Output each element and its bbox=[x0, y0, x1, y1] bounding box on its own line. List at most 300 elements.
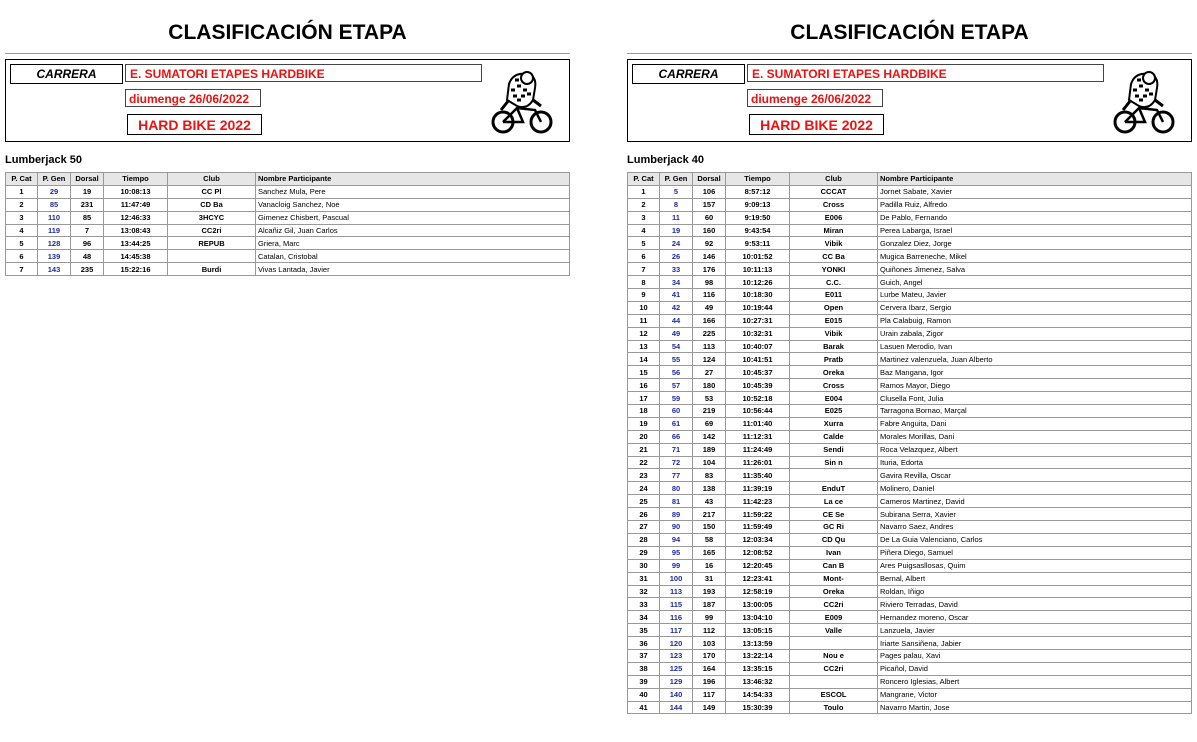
cell-nombre: Cameros Martinez, David bbox=[878, 495, 1192, 508]
cell-p-gen: 125 bbox=[660, 662, 693, 675]
table-row bbox=[628, 289, 1192, 302]
cell-tiempo: 11:35:40 bbox=[726, 469, 790, 482]
cell-dorsal: 124 bbox=[693, 353, 726, 366]
cell-p-cat: 24 bbox=[628, 482, 660, 495]
cell-tiempo: 10:01:52 bbox=[726, 250, 790, 263]
cell-dorsal: 187 bbox=[693, 598, 726, 611]
race-header-box bbox=[627, 59, 1192, 142]
cell-club: E015 bbox=[790, 314, 878, 327]
cell-p-gen: 29 bbox=[38, 185, 71, 198]
cell-dorsal: 92 bbox=[693, 237, 726, 250]
header-nombre: Nombre Participante bbox=[256, 173, 570, 186]
cell-p-gen: 128 bbox=[38, 237, 71, 250]
cell-p-cat: 20 bbox=[628, 430, 660, 443]
cell-club: Vibik bbox=[790, 237, 878, 250]
cell-p-gen: 144 bbox=[660, 701, 693, 714]
cell-dorsal: 99 bbox=[693, 611, 726, 624]
cell-tiempo: 10:12:26 bbox=[726, 276, 790, 289]
cell-nombre: Navarro Saez, Andres bbox=[878, 521, 1192, 534]
cell-club: CD Ba bbox=[168, 198, 256, 211]
cell-p-cat: 18 bbox=[628, 405, 660, 418]
cell-dorsal: 176 bbox=[693, 263, 726, 276]
cell-tiempo: 13:04:10 bbox=[726, 611, 790, 624]
cell-club: CC2ri bbox=[790, 598, 878, 611]
cell-dorsal: 219 bbox=[693, 405, 726, 418]
cell-p-cat: 26 bbox=[628, 508, 660, 521]
cell-nombre: Catalan, Cristobal bbox=[256, 250, 570, 263]
cell-club: Miran bbox=[790, 224, 878, 237]
cell-dorsal: 170 bbox=[693, 649, 726, 662]
cell-club: E025 bbox=[790, 405, 878, 418]
cell-tiempo: 9:53:11 bbox=[726, 237, 790, 250]
cell-p-cat: 33 bbox=[628, 598, 660, 611]
cell-p-cat: 25 bbox=[628, 495, 660, 508]
cell-tiempo: 11:47:49 bbox=[104, 198, 168, 211]
cell-nombre: Pla Calabuig, Ramon bbox=[878, 314, 1192, 327]
table-row bbox=[628, 379, 1192, 392]
cell-tiempo: 13:46:32 bbox=[726, 675, 790, 688]
cell-nombre: Mangrane, Victor bbox=[878, 688, 1192, 701]
cell-tiempo: 10:56:44 bbox=[726, 405, 790, 418]
table-row bbox=[628, 276, 1192, 289]
cell-tiempo: 9:19:50 bbox=[726, 211, 790, 224]
header-nombre: Nombre Participante bbox=[878, 173, 1192, 186]
table-row bbox=[628, 469, 1192, 482]
cell-p-cat: 38 bbox=[628, 662, 660, 675]
cell-p-gen: 139 bbox=[38, 250, 71, 263]
cell-p-cat: 30 bbox=[628, 559, 660, 572]
cell-club: Nou e bbox=[790, 649, 878, 662]
table-row bbox=[628, 533, 1192, 546]
table-row bbox=[628, 366, 1192, 379]
cell-p-gen: 42 bbox=[660, 301, 693, 314]
table-row bbox=[6, 185, 570, 198]
cell-club: Barak bbox=[790, 340, 878, 353]
table-row bbox=[628, 185, 1192, 198]
cell-dorsal: 60 bbox=[693, 211, 726, 224]
divider bbox=[5, 53, 570, 54]
header-p-gen: P. Gen bbox=[38, 173, 71, 186]
cell-nombre: Guich, Angel bbox=[878, 276, 1192, 289]
right-classification-panel bbox=[627, 0, 1192, 714]
cell-p-cat: 1 bbox=[628, 185, 660, 198]
cell-p-cat: 6 bbox=[628, 250, 660, 263]
race-header-box bbox=[5, 59, 570, 142]
cell-nombre: Lurbe Mateu, Javier bbox=[878, 289, 1192, 302]
cell-p-cat: 3 bbox=[6, 211, 38, 224]
cell-nombre: Lanzuela, Javier bbox=[878, 624, 1192, 637]
cell-club: REPUB bbox=[168, 237, 256, 250]
cell-p-gen: 110 bbox=[38, 211, 71, 224]
cell-tiempo: 10:45:39 bbox=[726, 379, 790, 392]
cell-nombre: Martinez valenzuela, Juan Alberto bbox=[878, 353, 1192, 366]
header-dorsal: Dorsal bbox=[71, 173, 104, 186]
cell-club: CD Qu bbox=[790, 533, 878, 546]
table-row bbox=[628, 559, 1192, 572]
table-row bbox=[628, 637, 1192, 650]
cell-nombre: Gonzalez Diez, Jorge bbox=[878, 237, 1192, 250]
cell-tiempo: 11:59:49 bbox=[726, 521, 790, 534]
cell-p-gen: 85 bbox=[38, 198, 71, 211]
cell-dorsal: 138 bbox=[693, 482, 726, 495]
cell-tiempo: 11:26:01 bbox=[726, 456, 790, 469]
cell-nombre: Jornet Sabate, Xavier bbox=[878, 185, 1192, 198]
cell-p-gen: 55 bbox=[660, 353, 693, 366]
cell-dorsal: 180 bbox=[693, 379, 726, 392]
cell-nombre: De La Guia Valenciano, Carlos bbox=[878, 533, 1192, 546]
table-row bbox=[628, 417, 1192, 430]
table-row bbox=[6, 263, 570, 276]
table-row bbox=[628, 443, 1192, 456]
cell-club: CCCAT bbox=[790, 185, 878, 198]
cell-p-cat: 2 bbox=[6, 198, 38, 211]
cell-p-gen: 54 bbox=[660, 340, 693, 353]
table-row bbox=[628, 624, 1192, 637]
cell-dorsal: 58 bbox=[693, 533, 726, 546]
cell-club: EnduT bbox=[790, 482, 878, 495]
header-club: Club bbox=[790, 173, 878, 186]
cell-tiempo: 13:35:15 bbox=[726, 662, 790, 675]
header-dorsal: Dorsal bbox=[693, 173, 726, 186]
table-row bbox=[628, 430, 1192, 443]
table-row bbox=[628, 327, 1192, 340]
cell-nombre: Navarro Martin, Jose bbox=[878, 701, 1192, 714]
cell-club: E011 bbox=[790, 289, 878, 302]
cell-p-gen: 120 bbox=[660, 637, 693, 650]
race-name: E. SUMATORI ETAPES HARDBIKE bbox=[747, 64, 1104, 82]
cell-club: La ce bbox=[790, 495, 878, 508]
cell-p-gen: 77 bbox=[660, 469, 693, 482]
cell-p-gen: 143 bbox=[38, 263, 71, 276]
cell-p-gen: 41 bbox=[660, 289, 693, 302]
cell-p-gen: 11 bbox=[660, 211, 693, 224]
cell-dorsal: 217 bbox=[693, 508, 726, 521]
cell-dorsal: 160 bbox=[693, 224, 726, 237]
table-row bbox=[628, 611, 1192, 624]
cell-p-cat: 35 bbox=[628, 624, 660, 637]
cell-tiempo: 13:08:43 bbox=[104, 224, 168, 237]
cell-tiempo: 11:59:22 bbox=[726, 508, 790, 521]
header-p-gen: P. Gen bbox=[660, 173, 693, 186]
cell-p-cat: 27 bbox=[628, 521, 660, 534]
cell-dorsal: 235 bbox=[71, 263, 104, 276]
cell-p-cat: 7 bbox=[628, 263, 660, 276]
header-p-cat: P. Cat bbox=[6, 173, 38, 186]
cell-club: Can B bbox=[790, 559, 878, 572]
cell-dorsal: 16 bbox=[693, 559, 726, 572]
table-row bbox=[628, 546, 1192, 559]
cell-p-gen: 66 bbox=[660, 430, 693, 443]
race-date: diumenge 26/06/2022 bbox=[125, 89, 261, 107]
table-row bbox=[628, 405, 1192, 418]
table-row bbox=[628, 649, 1192, 662]
table-header-row bbox=[6, 173, 570, 186]
cell-p-cat: 1 bbox=[6, 185, 38, 198]
cell-nombre: Fabre Anguita, Dani bbox=[878, 417, 1192, 430]
table-row bbox=[628, 675, 1192, 688]
cell-p-cat: 21 bbox=[628, 443, 660, 456]
cell-p-gen: 57 bbox=[660, 379, 693, 392]
cell-nombre: Padilla Ruiz, Alfredo bbox=[878, 198, 1192, 211]
header-tiempo: Tiempo bbox=[726, 173, 790, 186]
cell-tiempo: 8:57:12 bbox=[726, 185, 790, 198]
cell-p-cat: 7 bbox=[6, 263, 38, 276]
table-row bbox=[628, 585, 1192, 598]
table-row bbox=[628, 314, 1192, 327]
cell-p-cat: 9 bbox=[628, 289, 660, 302]
table-row bbox=[6, 237, 570, 250]
cell-dorsal: 196 bbox=[693, 675, 726, 688]
cell-tiempo: 13:13:59 bbox=[726, 637, 790, 650]
cell-tiempo: 11:24:49 bbox=[726, 443, 790, 456]
cell-p-gen: 59 bbox=[660, 392, 693, 405]
cell-nombre: Picañol, David bbox=[878, 662, 1192, 675]
cell-nombre: Ituria, Edorta bbox=[878, 456, 1192, 469]
cell-tiempo: 13:22:14 bbox=[726, 649, 790, 662]
cell-club: E006 bbox=[790, 211, 878, 224]
cell-club: Mont- bbox=[790, 572, 878, 585]
cell-club: Vibik bbox=[790, 327, 878, 340]
cell-club: Cross bbox=[790, 198, 878, 211]
cell-tiempo: 12:03:34 bbox=[726, 533, 790, 546]
table-row bbox=[6, 224, 570, 237]
cell-p-cat: 17 bbox=[628, 392, 660, 405]
cell-club: Xurra bbox=[790, 417, 878, 430]
cell-p-cat: 41 bbox=[628, 701, 660, 714]
cell-p-cat: 2 bbox=[628, 198, 660, 211]
cell-dorsal: 112 bbox=[693, 624, 726, 637]
cell-p-gen: 72 bbox=[660, 456, 693, 469]
cell-dorsal: 146 bbox=[693, 250, 726, 263]
cell-club: Oreka bbox=[790, 366, 878, 379]
cell-club: Burdi bbox=[168, 263, 256, 276]
cell-tiempo: 10:40:07 bbox=[726, 340, 790, 353]
cell-tiempo: 12:58:19 bbox=[726, 585, 790, 598]
cell-tiempo: 12:20:45 bbox=[726, 559, 790, 572]
cell-p-cat: 3 bbox=[628, 211, 660, 224]
cell-p-cat: 29 bbox=[628, 546, 660, 559]
page-title: CLASIFICACIÓN ETAPA bbox=[790, 21, 1029, 44]
cell-dorsal: 116 bbox=[693, 289, 726, 302]
cell-tiempo: 9:43:54 bbox=[726, 224, 790, 237]
table-row bbox=[628, 392, 1192, 405]
cell-p-gen: 94 bbox=[660, 533, 693, 546]
results-table bbox=[627, 172, 1192, 714]
cell-nombre: Tarragona Bornao, Marçal bbox=[878, 405, 1192, 418]
cell-club bbox=[790, 637, 878, 650]
cell-p-gen: 90 bbox=[660, 521, 693, 534]
table-row bbox=[6, 198, 570, 211]
cell-nombre: Clusella Font, Julia bbox=[878, 392, 1192, 405]
cell-nombre: Subirana Serra, Xavier bbox=[878, 508, 1192, 521]
cell-club: CE Se bbox=[790, 508, 878, 521]
table-row bbox=[628, 237, 1192, 250]
cell-p-cat: 28 bbox=[628, 533, 660, 546]
cell-p-gen: 140 bbox=[660, 688, 693, 701]
cell-dorsal: 83 bbox=[693, 469, 726, 482]
cell-dorsal: 189 bbox=[693, 443, 726, 456]
table-row bbox=[628, 263, 1192, 276]
table-row bbox=[628, 353, 1192, 366]
cell-nombre: Quiñones Jimenez, Salva bbox=[878, 263, 1192, 276]
cell-club: CC2ri bbox=[790, 662, 878, 675]
divider bbox=[627, 53, 1192, 54]
header-club: Club bbox=[168, 173, 256, 186]
cell-p-gen: 60 bbox=[660, 405, 693, 418]
cell-dorsal: 49 bbox=[693, 301, 726, 314]
cell-nombre: Alcañiz Gil, Juan Carlos bbox=[256, 224, 570, 237]
cell-club: CC2ri bbox=[168, 224, 256, 237]
cell-tiempo: 10:41:51 bbox=[726, 353, 790, 366]
cell-tiempo: 12:46:33 bbox=[104, 211, 168, 224]
left-classification-panel bbox=[5, 0, 570, 276]
cell-club bbox=[790, 675, 878, 688]
cell-nombre: Sanchez Mula, Pere bbox=[256, 185, 570, 198]
cell-p-gen: 44 bbox=[660, 314, 693, 327]
cell-dorsal: 48 bbox=[71, 250, 104, 263]
cyclist-logo-icon bbox=[1109, 66, 1179, 138]
cell-nombre: Urain zabala, Zigor bbox=[878, 327, 1192, 340]
cell-p-gen: 115 bbox=[660, 598, 693, 611]
cell-club bbox=[790, 469, 878, 482]
cell-p-gen: 26 bbox=[660, 250, 693, 263]
cell-club: GC Ri bbox=[790, 521, 878, 534]
cell-dorsal: 231 bbox=[71, 198, 104, 211]
cell-tiempo: 10:18:30 bbox=[726, 289, 790, 302]
cell-tiempo: 10:11:13 bbox=[726, 263, 790, 276]
cell-nombre: Griera, Marc bbox=[256, 237, 570, 250]
cell-p-cat: 19 bbox=[628, 417, 660, 430]
cell-nombre: Hernandez moreno, Oscar bbox=[878, 611, 1192, 624]
cell-p-gen: 95 bbox=[660, 546, 693, 559]
cell-p-cat: 14 bbox=[628, 353, 660, 366]
cell-nombre: Ramos Mayor, Diego bbox=[878, 379, 1192, 392]
cell-dorsal: 7 bbox=[71, 224, 104, 237]
cell-nombre: De Pablo, Fernando bbox=[878, 211, 1192, 224]
cell-nombre: Iriarte Sansiñena, Jabier bbox=[878, 637, 1192, 650]
cell-p-gen: 33 bbox=[660, 263, 693, 276]
header-p-cat: P. Cat bbox=[628, 173, 660, 186]
cell-dorsal: 165 bbox=[693, 546, 726, 559]
cell-p-gen: 100 bbox=[660, 572, 693, 585]
cell-dorsal: 69 bbox=[693, 417, 726, 430]
cell-nombre: Roldan, Iñigo bbox=[878, 585, 1192, 598]
table-row bbox=[628, 688, 1192, 701]
cell-p-cat: 34 bbox=[628, 611, 660, 624]
cell-tiempo: 13:44:25 bbox=[104, 237, 168, 250]
cell-p-gen: 99 bbox=[660, 559, 693, 572]
results-table bbox=[5, 172, 570, 276]
cell-dorsal: 98 bbox=[693, 276, 726, 289]
race-date: diumenge 26/06/2022 bbox=[747, 89, 883, 107]
cell-tiempo: 10:08:13 bbox=[104, 185, 168, 198]
cell-club: Cross bbox=[790, 379, 878, 392]
cell-dorsal: 96 bbox=[71, 237, 104, 250]
cell-nombre: Vanacloig Sanchez, Noe bbox=[256, 198, 570, 211]
cell-nombre: Mugica Barreneche, Mikel bbox=[878, 250, 1192, 263]
cell-p-cat: 13 bbox=[628, 340, 660, 353]
cell-nombre: Roncero Iglesias, Albert bbox=[878, 675, 1192, 688]
cell-p-gen: 80 bbox=[660, 482, 693, 495]
table-row bbox=[628, 211, 1192, 224]
cell-dorsal: 157 bbox=[693, 198, 726, 211]
table-row bbox=[628, 456, 1192, 469]
cell-p-gen: 8 bbox=[660, 198, 693, 211]
cell-nombre: Lasuen Merodio, Ivan bbox=[878, 340, 1192, 353]
cell-club: YONKI bbox=[790, 263, 878, 276]
cell-tiempo: 15:22:16 bbox=[104, 263, 168, 276]
table-row bbox=[628, 495, 1192, 508]
cell-p-gen: 34 bbox=[660, 276, 693, 289]
table-row bbox=[628, 198, 1192, 211]
table-row bbox=[628, 662, 1192, 675]
cell-p-cat: 23 bbox=[628, 469, 660, 482]
cell-dorsal: 53 bbox=[693, 392, 726, 405]
table-header-row bbox=[628, 173, 1192, 186]
table-row bbox=[628, 224, 1192, 237]
cell-p-gen: 61 bbox=[660, 417, 693, 430]
cell-tiempo: 10:27:31 bbox=[726, 314, 790, 327]
event-name: HARD BIKE 2022 bbox=[749, 114, 884, 135]
cell-tiempo: 10:52:18 bbox=[726, 392, 790, 405]
cell-tiempo: 11:42:23 bbox=[726, 495, 790, 508]
cell-p-gen: 116 bbox=[660, 611, 693, 624]
cell-club: Valle bbox=[790, 624, 878, 637]
cell-nombre: Pages palau, Xavi bbox=[878, 649, 1192, 662]
table-row bbox=[628, 482, 1192, 495]
table-row bbox=[628, 301, 1192, 314]
cell-nombre: Molinero, Daniel bbox=[878, 482, 1192, 495]
carrera-label: CARRERA bbox=[632, 64, 745, 84]
cell-nombre: Bernal, Albert bbox=[878, 572, 1192, 585]
cell-p-cat: 39 bbox=[628, 675, 660, 688]
cell-dorsal: 27 bbox=[693, 366, 726, 379]
cell-dorsal: 85 bbox=[71, 211, 104, 224]
cell-tiempo: 10:45:37 bbox=[726, 366, 790, 379]
cell-nombre: Morales Morillas, Dani bbox=[878, 430, 1192, 443]
cell-p-cat: 8 bbox=[628, 276, 660, 289]
cell-p-cat: 37 bbox=[628, 649, 660, 662]
cell-tiempo: 11:01:40 bbox=[726, 417, 790, 430]
cell-tiempo: 12:08:52 bbox=[726, 546, 790, 559]
cell-tiempo: 12:23:41 bbox=[726, 572, 790, 585]
cell-club: 3HCYC bbox=[168, 211, 256, 224]
cell-dorsal: 193 bbox=[693, 585, 726, 598]
cell-dorsal: 225 bbox=[693, 327, 726, 340]
cell-dorsal: 142 bbox=[693, 430, 726, 443]
cell-club: ESCOL bbox=[790, 688, 878, 701]
event-name: HARD BIKE 2022 bbox=[127, 114, 262, 135]
cell-dorsal: 117 bbox=[693, 688, 726, 701]
header-tiempo: Tiempo bbox=[104, 173, 168, 186]
cell-p-cat: 22 bbox=[628, 456, 660, 469]
cell-p-cat: 31 bbox=[628, 572, 660, 585]
cell-club: C.C. bbox=[790, 276, 878, 289]
cell-dorsal: 150 bbox=[693, 521, 726, 534]
cell-p-gen: 56 bbox=[660, 366, 693, 379]
cell-tiempo: 10:19:44 bbox=[726, 301, 790, 314]
carrera-label: CARRERA bbox=[10, 64, 123, 84]
cell-club: E009 bbox=[790, 611, 878, 624]
cell-club: Oreka bbox=[790, 585, 878, 598]
cell-tiempo: 11:39:19 bbox=[726, 482, 790, 495]
cell-p-gen: 49 bbox=[660, 327, 693, 340]
cell-p-gen: 5 bbox=[660, 185, 693, 198]
cell-nombre: Gavira Revilla, Oscar bbox=[878, 469, 1192, 482]
cell-tiempo: 11:12:31 bbox=[726, 430, 790, 443]
cell-tiempo: 14:45:38 bbox=[104, 250, 168, 263]
cell-nombre: Perea Labarga, Israel bbox=[878, 224, 1192, 237]
